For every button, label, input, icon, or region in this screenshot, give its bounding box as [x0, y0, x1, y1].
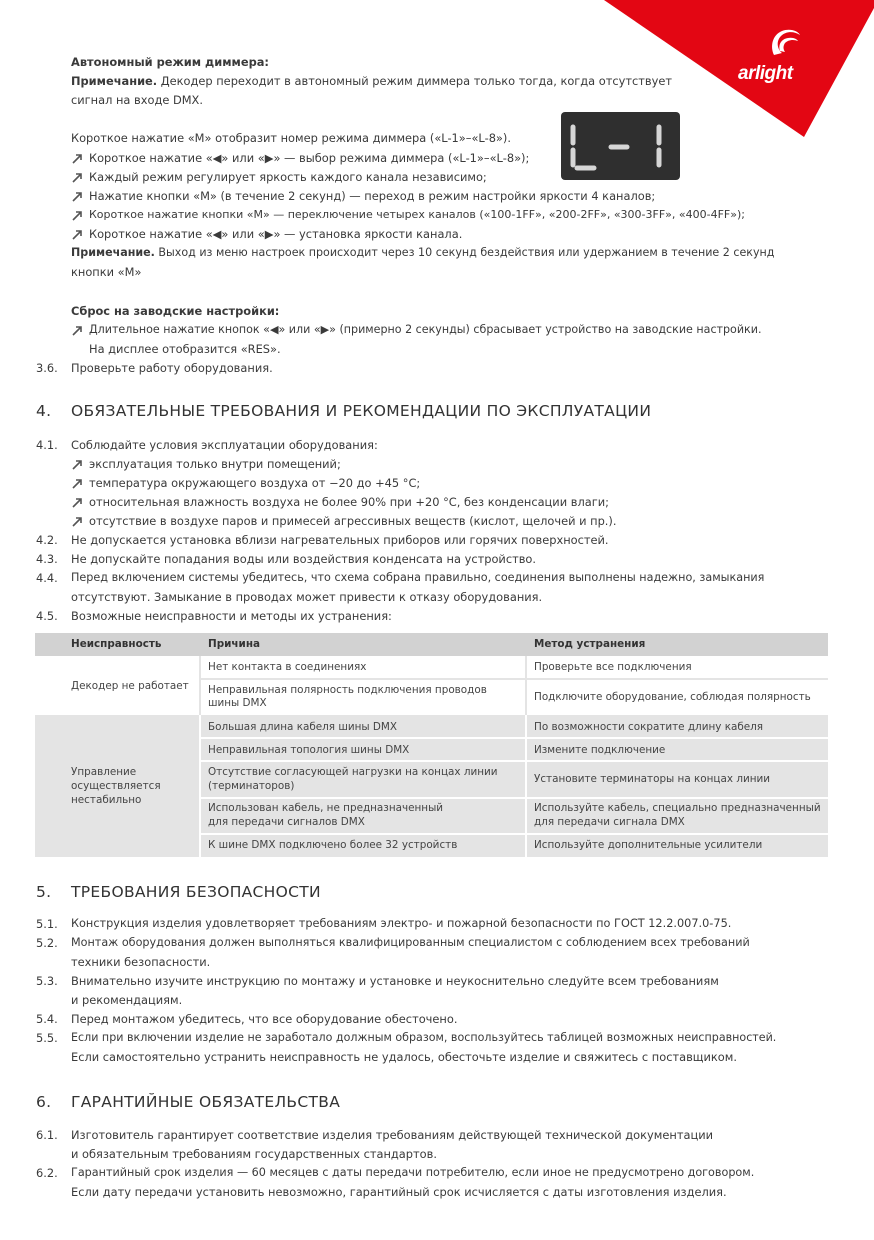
item-5-4-text: Перед монтажом убедитесь, что все оборудование обесточено.	[71, 1012, 458, 1026]
item-4-1-text: Соблюдайте условия эксплуатации оборудования:	[71, 438, 378, 452]
item-6-1-line-1: Изготовитель гарантирует соответствие изделия требованиям действующей технической документации	[71, 1128, 713, 1142]
table-cause-cell: Использован кабель, не предназначенный	[208, 802, 444, 814]
conditions-bullet: температура окружающего воздуха от −20 до +45 °C;	[89, 476, 421, 490]
section-5-title: ТРЕБОВАНИЯ БЕЗОПАСНОСТИ	[71, 883, 321, 901]
item-number: 5.1.	[36, 917, 58, 931]
table-cause-cell: шины DMX	[208, 697, 267, 709]
arrow-bullet-icon	[71, 458, 84, 471]
item-number: 4.2.	[36, 533, 58, 547]
item-3-6-text: Проверьте работу оборудования.	[71, 361, 273, 375]
arrow-bullet-icon	[71, 324, 84, 337]
table-cause-cell: Большая длина кабеля шины DMX	[208, 721, 398, 733]
table-fix-cell: Проверьте все подключения	[534, 661, 692, 673]
table-fix-cell: По возможности сократите длину кабеля	[534, 721, 764, 733]
troubleshooting-table	[35, 633, 828, 857]
item-4-5-text: Возможные неисправности и методы их устранения:	[71, 609, 392, 623]
table-fault-cell: Декодер не работает	[71, 680, 189, 692]
arrow-bullet-icon	[71, 209, 84, 222]
arrow-bullet-icon	[71, 190, 84, 203]
table-fault-cell: Управление	[71, 766, 137, 778]
table-header-fix: Метод устранения	[534, 638, 646, 650]
arrow-bullet-icon	[71, 477, 84, 490]
arrow-bullet-icon	[71, 152, 84, 165]
note-label: Примечание.	[71, 74, 158, 88]
item-5-2-line-1: Монтаж оборудования должен выполняться квалифицированным специалистом с соблюдением всех требований	[71, 936, 750, 949]
table-fix-cell: Измените подключение	[534, 744, 666, 756]
arlight-logo-icon	[768, 27, 802, 61]
short-press-text: Короткое нажатие «М» отобразит номер режима диммера («L-1»–«L-8»).	[71, 131, 511, 145]
table-cause-cell: Неправильная полярность подключения проводов	[208, 684, 487, 696]
reset-title: Сброс на заводские настройки:	[71, 304, 280, 318]
arrow-bullet-icon	[71, 515, 84, 528]
table-fix-cell: Используйте дополнительные усилители	[534, 839, 763, 851]
item-5-2-line-2: техники безопасности.	[71, 955, 211, 969]
note2-label: Примечание.	[71, 246, 155, 259]
dimmer-title: Автономный режим диммера:	[71, 55, 269, 69]
table-fix-cell: для передачи сигнала DMX	[534, 816, 685, 828]
item-number: 4.4.	[36, 571, 58, 585]
dimmer-bullet: Каждый режим регулирует яркость каждого канала независимо;	[89, 170, 487, 184]
item-4-3-text: Не допускайте попадания воды или воздействия конденсата на устройство.	[71, 552, 537, 566]
item-number: 4.1.	[36, 438, 58, 452]
item-4-4-line-2: отсутствуют. Замыкание в проводах может привести к отказу оборудования.	[71, 590, 543, 604]
item-number: 4.3.	[36, 552, 58, 566]
dimmer-note2-line-1	[71, 245, 774, 261]
item-number: 3.6.	[36, 361, 58, 375]
dimmer-note2-line-2: кнопки «М»	[71, 265, 142, 279]
table-cause-cell: для передачи сигналов DMX	[208, 816, 365, 828]
item-5-1-text: Конструкция изделия удовлетворяет требованиям электро- и пожарной безопасности по ГОСТ 12.2.007.0-75.	[71, 917, 732, 930]
item-number: 5.3.	[36, 974, 58, 988]
table-cause-cell: (терминаторов)	[208, 780, 295, 792]
item-5-5-line-1: Если при включении изделие не заработало должным образом, воспользуйтесь таблицей возможных неисправностей.	[71, 1031, 777, 1044]
section-6-number: 6.	[36, 1093, 52, 1111]
arlight-logo-text: arlight	[738, 63, 793, 84]
item-4-4-line-1: Перед включением системы убедитесь, что схема собрана правильно, соединения выполнены надежно, замыкания	[71, 571, 765, 584]
item-6-2-line-1: Гарантийный срок изделия — 60 месяцев с даты передачи потребителю, если иное не предусмотрено договором.	[71, 1166, 755, 1179]
table-fix-cell: Установите терминаторы на концах линии	[534, 773, 771, 785]
table-header-cause: Причина	[208, 638, 261, 650]
dimmer-note-line-1	[71, 73, 672, 89]
section-6-title: ГАРАНТИЙНЫЕ ОБЯЗАТЕЛЬСТВА	[71, 1093, 341, 1111]
item-5-3-line-1: Внимательно изучите инструкцию по монтажу и установке и неукоснительно следуйте всем требованиям	[71, 974, 719, 988]
table-cause-cell: Отсутствие согласующей нагрузки на концах линии	[208, 766, 498, 778]
table-fault-cell: осуществляется	[71, 780, 161, 792]
item-number: 6.1.	[36, 1128, 58, 1142]
reset-line-1: Длительное нажатие кнопок «◀» или «▶» (примерно 2 секунды) сбрасывает устройство на заводские настройки.	[89, 323, 762, 336]
dimmer-bullet: Короткое нажатие «◀» или «▶» — выбор режима диммера («L-1»–«L-8»);	[89, 151, 530, 165]
reset-line-2: На дисплее отобразится «RES».	[89, 342, 281, 356]
item-5-5-line-2: Если самостоятельно устранить неисправность не удалось, обесточьте изделие и свяжитесь с поставщиком.	[71, 1050, 737, 1064]
segment-display	[561, 112, 680, 180]
dimmer-note-line-2: сигнал на входе DMX.	[71, 93, 203, 107]
item-number: 4.5.	[36, 609, 58, 623]
dimmer-bullet: Нажатие кнопки «М» (в течение 2 секунд) — переход в режим настройки яркости 4 каналов;	[89, 189, 656, 203]
arrow-bullet-icon	[71, 171, 84, 184]
table-header-fault: Неисправность	[71, 638, 162, 650]
item-6-2-line-2: Если дату передачи установить невозможно, гарантийный срок исчисляется с даты изготовления изделия.	[71, 1185, 727, 1199]
dimmer-display-image	[561, 112, 680, 180]
arrow-bullet-icon	[71, 496, 84, 509]
item-4-2-text: Не допускается установка вблизи нагревательных приборов или горячих поверхностей.	[71, 533, 609, 547]
arrow-bullet-icon	[71, 228, 84, 241]
item-6-1-line-2: и обязательным требованиям государственных стандартов.	[71, 1147, 437, 1161]
section-4-number: 4.	[36, 402, 52, 420]
item-number: 6.2.	[36, 1166, 58, 1180]
table-fault-cell: нестабильно	[71, 794, 142, 806]
table-cause-cell: Нет контакта в соединениях	[208, 661, 367, 673]
table-fix-cell: Используйте кабель, специально предназначенный	[534, 802, 821, 814]
conditions-bullet: эксплуатация только внутри помещений;	[89, 457, 341, 471]
dimmer-bullet: Короткое нажатие «◀» или «▶» — установка яркости канала.	[89, 227, 463, 241]
section-4-title: ОБЯЗАТЕЛЬНЫЕ ТРЕБОВАНИЯ И РЕКОМЕНДАЦИИ ПО ЭКСПЛУАТАЦИИ	[71, 402, 652, 420]
item-5-3-line-2: и рекомендациям.	[71, 993, 183, 1007]
conditions-bullet: отсутствие в воздухе паров и примесей агрессивных веществ (кислот, щелочей и пр.).	[89, 514, 617, 528]
item-number: 5.5.	[36, 1031, 58, 1045]
table-cause-cell: К шине DMX подключено более 32 устройств	[208, 839, 458, 851]
table-fix-cell: Подключите оборудование, соблюдая полярность	[534, 691, 811, 703]
dimmer-bullet: Короткое нажатие кнопки «М» — переключение четырех каналов («100-1FF», «200-2FF», «300-3FF», «400-4FF»);	[89, 208, 745, 221]
note2-text: Выход из меню настроек происходит через 10 секунд бездействия или удержанием в течение 2 секунд	[154, 246, 775, 259]
note-text: Декодер переходит в автономный режим диммера только тогда, когда отсутствует	[157, 74, 673, 88]
section-5-number: 5.	[36, 883, 52, 901]
item-number: 5.2.	[36, 936, 58, 950]
conditions-bullet: относительная влажность воздуха не более 90% при +20 °C, без конденсации влаги;	[89, 495, 609, 509]
table-cause-cell: Неправильная топология шины DMX	[208, 744, 410, 756]
item-number: 5.4.	[36, 1012, 58, 1026]
